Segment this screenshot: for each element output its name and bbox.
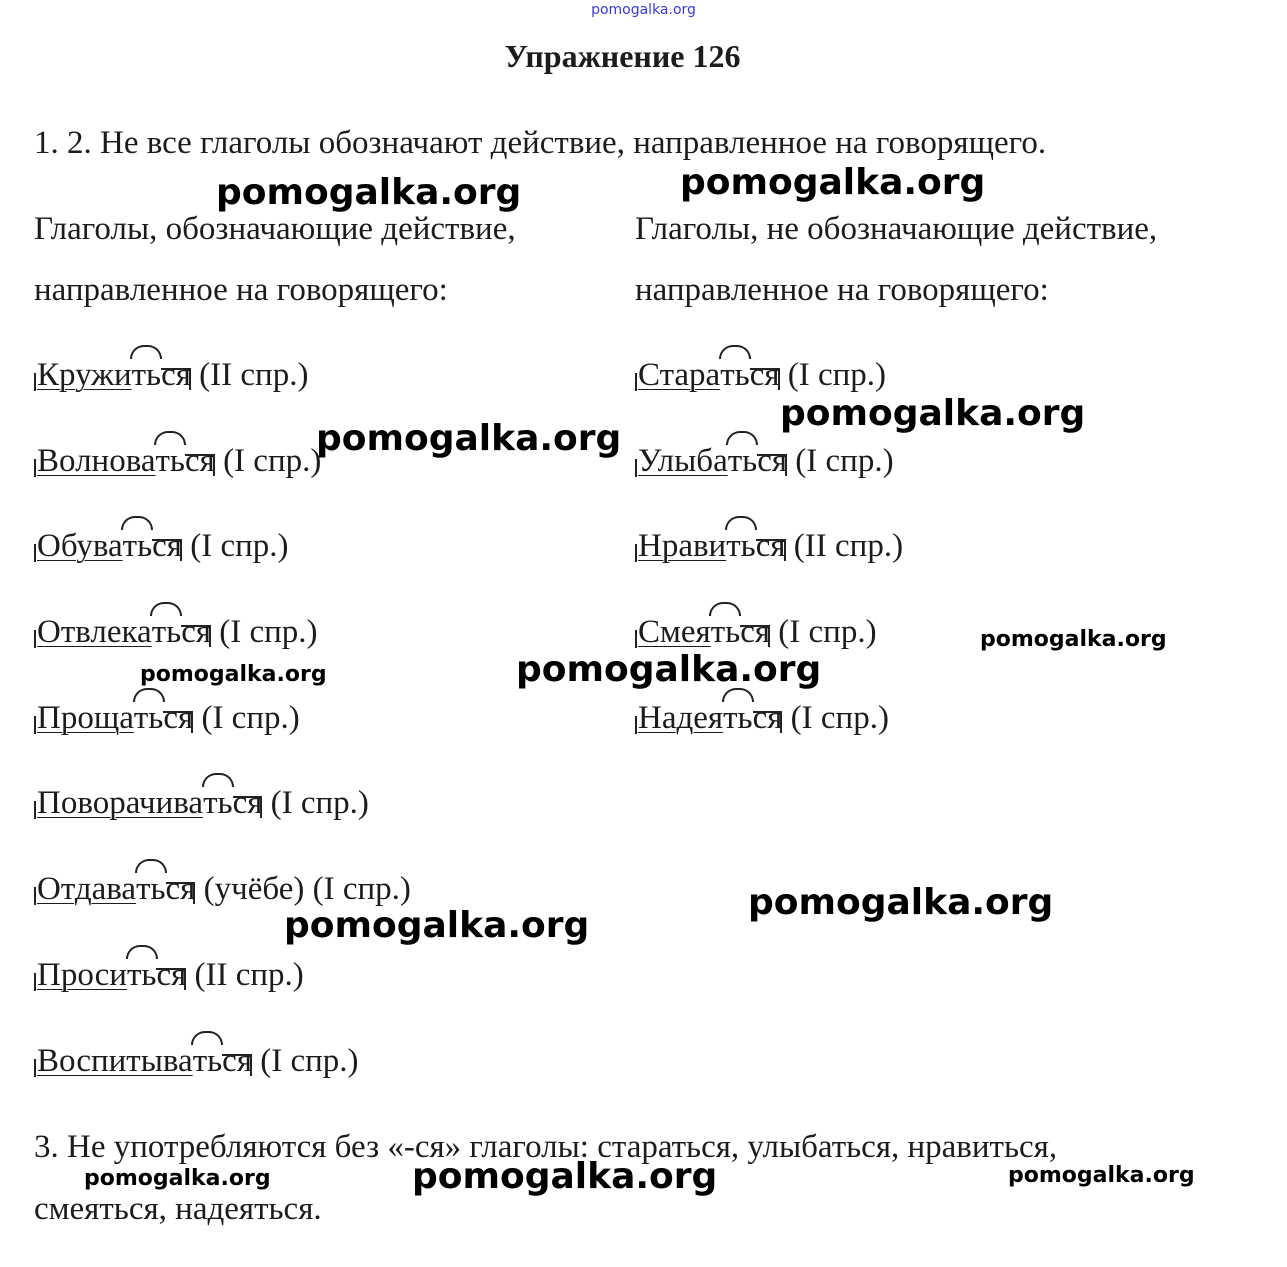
postfix-box: [753, 711, 783, 733]
morpheme-mark: [34, 459, 36, 477]
verb-note: (I спр.): [782, 700, 889, 736]
verb-note: (II спр.): [190, 357, 309, 393]
verb-row: [34, 443, 321, 480]
ending-arc-icon: [135, 859, 167, 873]
morpheme-mark: [635, 630, 637, 648]
ending-arc-icon: [709, 602, 741, 616]
verb-row: [635, 614, 877, 651]
verb-postfix: ся: [232, 785, 263, 821]
verb-ending: ть: [203, 785, 232, 822]
postfix-box: [740, 625, 770, 647]
site-link[interactable]: pomogalka.org: [591, 2, 696, 18]
morpheme-mark: [34, 716, 36, 734]
right-heading-line-2: направленное на говорящего:: [635, 272, 1049, 308]
ending-arc-icon: [133, 688, 165, 702]
verb-postfix: ся: [755, 528, 786, 564]
morpheme-mark: [34, 1059, 36, 1077]
postfix-box: [222, 1054, 252, 1076]
morpheme-mark: [635, 716, 637, 734]
verb-row: [34, 357, 308, 394]
ending-arc-icon: [202, 773, 234, 787]
verb-stem: Обува: [37, 528, 123, 564]
verb-ending: ть: [152, 614, 181, 651]
ending-arc-icon: [126, 945, 158, 959]
verb-row: [635, 357, 886, 394]
verb-note: (I спр.): [252, 1043, 359, 1079]
verb-row: [34, 957, 304, 994]
verb-row: [34, 614, 318, 651]
verb-stem: Проси: [37, 957, 127, 993]
verb-ending: ть: [720, 357, 749, 394]
verb-stem: Нрави: [638, 528, 727, 564]
watermark: pomogalka.org: [140, 662, 327, 687]
verb-postfix: ся: [749, 357, 780, 393]
watermark: pomogalka.org: [516, 649, 822, 690]
verb-ending: ть: [123, 528, 152, 565]
left-heading-line-2: направленное на говорящего:: [34, 272, 448, 308]
verb-row: [34, 528, 289, 565]
watermark: pomogalka.org: [980, 627, 1167, 652]
postfix-box: [156, 968, 186, 990]
verb-note: (II спр.): [186, 957, 304, 993]
conclusion-line-2: смеяться, надеяться.: [34, 1191, 322, 1227]
verb-stem: Отвлека: [37, 614, 152, 650]
verb-postfix: ся: [181, 614, 212, 650]
ending-arc-icon: [130, 345, 162, 359]
verb-postfix: ся: [740, 614, 771, 650]
verb-row: [635, 528, 903, 565]
verb-postfix: ся: [163, 700, 194, 736]
verb-row: [635, 700, 889, 737]
verb-stem: Стара: [638, 357, 721, 393]
watermark: pomogalka.org: [216, 172, 522, 213]
verb-ending: ть: [711, 614, 740, 651]
verb-postfix: ся: [757, 443, 788, 479]
verb-row: [34, 1043, 359, 1080]
verb-stem: Смея: [638, 614, 711, 650]
verb-postfix: ся: [156, 957, 187, 993]
verb-stem: Поворачива: [37, 785, 204, 821]
morpheme-mark: [34, 630, 36, 648]
postfix-box: [756, 539, 786, 561]
verb-note: (I спр.): [181, 528, 289, 564]
verb-stem: Проща: [37, 700, 134, 736]
verb-row: [34, 785, 369, 822]
morpheme-mark: [635, 373, 637, 391]
ending-arc-icon: [150, 602, 182, 616]
verb-ending: ть: [193, 1043, 222, 1080]
verb-note: (I спр.): [787, 443, 894, 479]
watermark: pomogalka.org: [680, 162, 986, 203]
verb-postfix: ся: [165, 871, 196, 907]
verb-note: (учёбе) (I спр.): [195, 871, 411, 907]
verb-ending: ть: [156, 443, 185, 480]
postfix-box: [750, 368, 780, 390]
verb-ending: ть: [127, 957, 156, 994]
verb-ending: ть: [134, 700, 163, 737]
ending-arc-icon: [722, 688, 754, 702]
verb-stem: Улыба: [638, 443, 728, 479]
verb-postfix: ся: [184, 443, 215, 479]
postfix-box: [152, 539, 182, 561]
ending-arc-icon: [191, 1031, 223, 1045]
watermark: pomogalka.org: [412, 1156, 718, 1197]
verb-ending: ть: [728, 443, 757, 480]
verb-ending: ть: [132, 357, 161, 394]
right-heading-line-1: Глаголы, не обозначающие действие,: [635, 211, 1158, 247]
verb-postfix: ся: [752, 700, 783, 736]
verb-note: (II спр.): [785, 528, 904, 564]
left-heading-line-1: Глаголы, обозначающие действие,: [34, 211, 516, 247]
verb-postfix: ся: [152, 528, 182, 564]
verb-note: (I спр.): [262, 785, 369, 821]
verb-row: [34, 871, 411, 908]
postfix-box: [163, 711, 193, 733]
ending-arc-icon: [725, 516, 757, 530]
task-intro: 1. 2. Не все глаголы обозначают действие, направленное на говорящего.: [34, 125, 1047, 161]
morpheme-mark: [34, 887, 36, 905]
postfix-box: [166, 882, 196, 904]
ending-arc-icon: [154, 431, 186, 445]
verb-postfix: ся: [161, 357, 191, 393]
verb-ending: ть: [136, 871, 165, 908]
watermark: pomogalka.org: [84, 1166, 271, 1191]
watermark: pomogalka.org: [1008, 1163, 1195, 1188]
morpheme-mark: [34, 544, 36, 562]
verb-row: [34, 700, 300, 737]
verb-ending: ть: [726, 528, 755, 565]
verb-stem: Отдава: [37, 871, 137, 907]
ending-arc-icon: [719, 345, 751, 359]
ending-arc-icon: [121, 516, 153, 530]
verb-note: (I спр.): [770, 614, 877, 650]
postfix-box: [757, 454, 787, 476]
verb-note: (I спр.): [214, 443, 322, 479]
verb-note: (I спр.): [193, 700, 300, 736]
watermark: pomogalka.org: [748, 882, 1054, 923]
watermark: pomogalka.org: [284, 905, 590, 946]
watermark: pomogalka.org: [316, 418, 622, 459]
morpheme-mark: [635, 459, 637, 477]
postfix-box: [181, 625, 211, 647]
verb-note: (I спр.): [779, 357, 887, 393]
conclusion-line-1: 3. Не употребляются без «-ся» глаголы: стараться, улыбаться, нравиться,: [34, 1129, 1058, 1165]
verb-ending: ть: [723, 700, 752, 737]
morpheme-mark: [34, 973, 36, 991]
morpheme-mark: [635, 544, 637, 562]
watermark: pomogalka.org: [780, 393, 1086, 434]
exercise-title: Упражнение 126: [504, 38, 741, 74]
verb-stem: Волнова: [37, 443, 156, 479]
verb-stem: Воспитыва: [37, 1043, 193, 1079]
ending-arc-icon: [726, 431, 758, 445]
verb-stem: Надея: [638, 700, 724, 736]
verb-row: [635, 443, 894, 480]
morpheme-mark: [34, 373, 36, 391]
postfix-box: [161, 368, 191, 390]
postfix-box: [185, 454, 215, 476]
verb-postfix: ся: [222, 1043, 252, 1079]
verb-stem: Кружи: [37, 357, 132, 393]
postfix-box: [233, 796, 263, 818]
verb-note: (I спр.): [211, 614, 318, 650]
morpheme-mark: [34, 801, 36, 819]
